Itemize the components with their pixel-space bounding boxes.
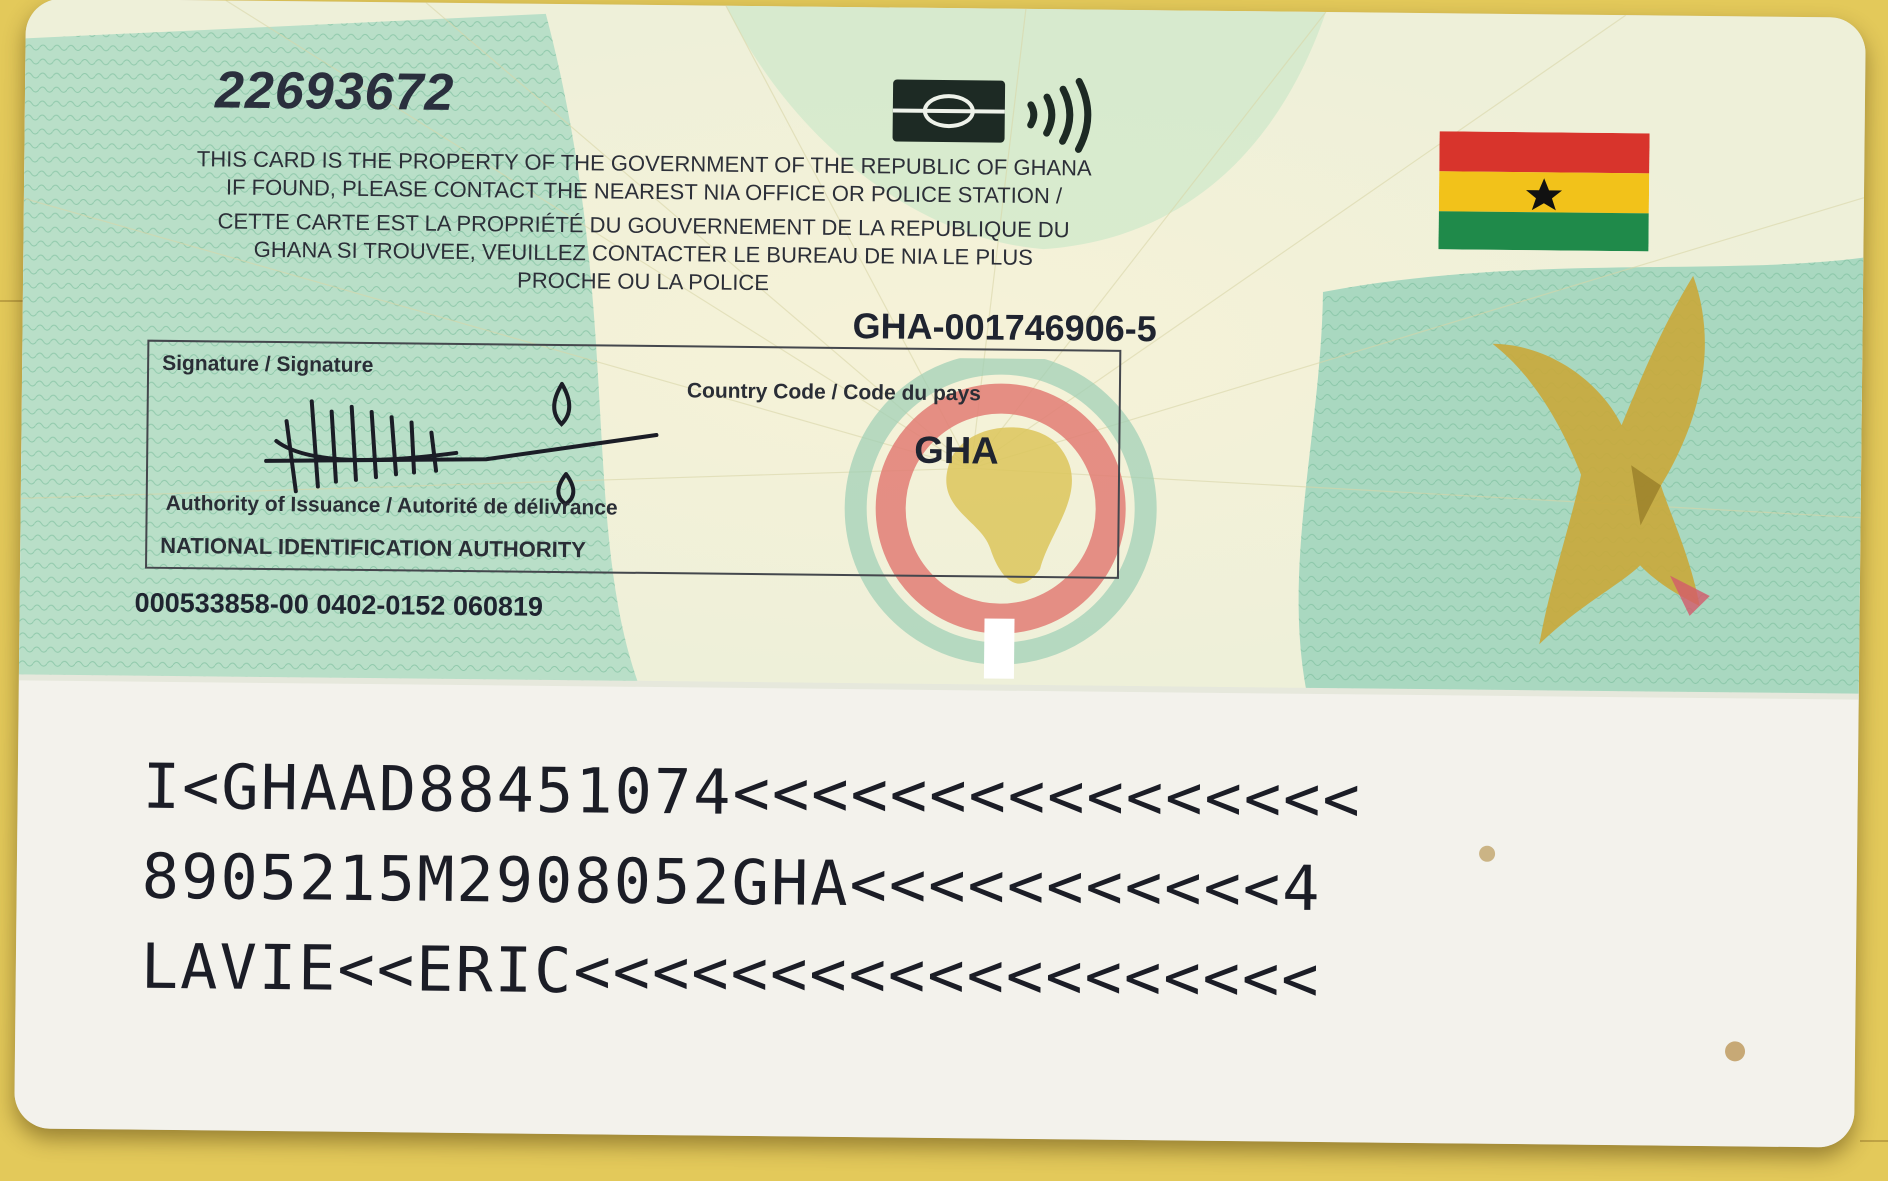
contactless-icon [1022,77,1103,154]
mrz-line-1: I<GHAAD88451074<<<<<<<<<<<<<<<< [142,749,1363,836]
notice-en-line-1: THIS CARD IS THE PROPERTY OF THE GOVERNMENT OF THE REPUBLIC OF GHANA [196,146,1092,181]
signature [256,361,678,515]
property-notice [143,145,1144,301]
ghana-flag [1438,131,1649,251]
signature-label: Signature / Signature [162,351,374,378]
country-code-label: Country Code / Code du pays [686,379,982,406]
eagle-emblem [1429,263,1753,686]
notice-fr-line-3: PROCHE OU LA POLICE [516,267,770,296]
notice-fr-line-2: GHANA SI TROUVEE, VEUILLEZ CONTACTER LE BUREAU DE NIA LE PLUS [253,236,1034,270]
serial-number: 22693672 [214,61,455,122]
authority-name: NATIONAL IDENTIFICATION AUTHORITY [160,532,587,563]
chip-icon [893,79,1006,142]
mrz-line-3: LAVIE<<ERIC<<<<<<<<<<<<<<<<<<< [140,929,1321,1016]
id-card [14,0,1866,1148]
document-number: 000533858-00 0402-0152 060819 [134,587,544,622]
country-code-value: GHA [914,429,999,473]
notice-fr-line-1: CETTE CARTE EST LA PROPRIÉTÉ DU GOUVERNEMENT DE LA REPUBLIQUE DU [217,208,1070,243]
notice-en-line-2: IF FOUND, PLEASE CONTACT THE NEAREST NIA OFFICE OR POLICE STATION / [225,174,1063,209]
personal-id-number: GHA-001746906-5 [852,305,1157,350]
authority-label: Authority of Issuance / Autorité de délivrance [165,491,618,520]
mrz-line-2: 8905215M2908052GHA<<<<<<<<<<<4 [141,839,1322,926]
